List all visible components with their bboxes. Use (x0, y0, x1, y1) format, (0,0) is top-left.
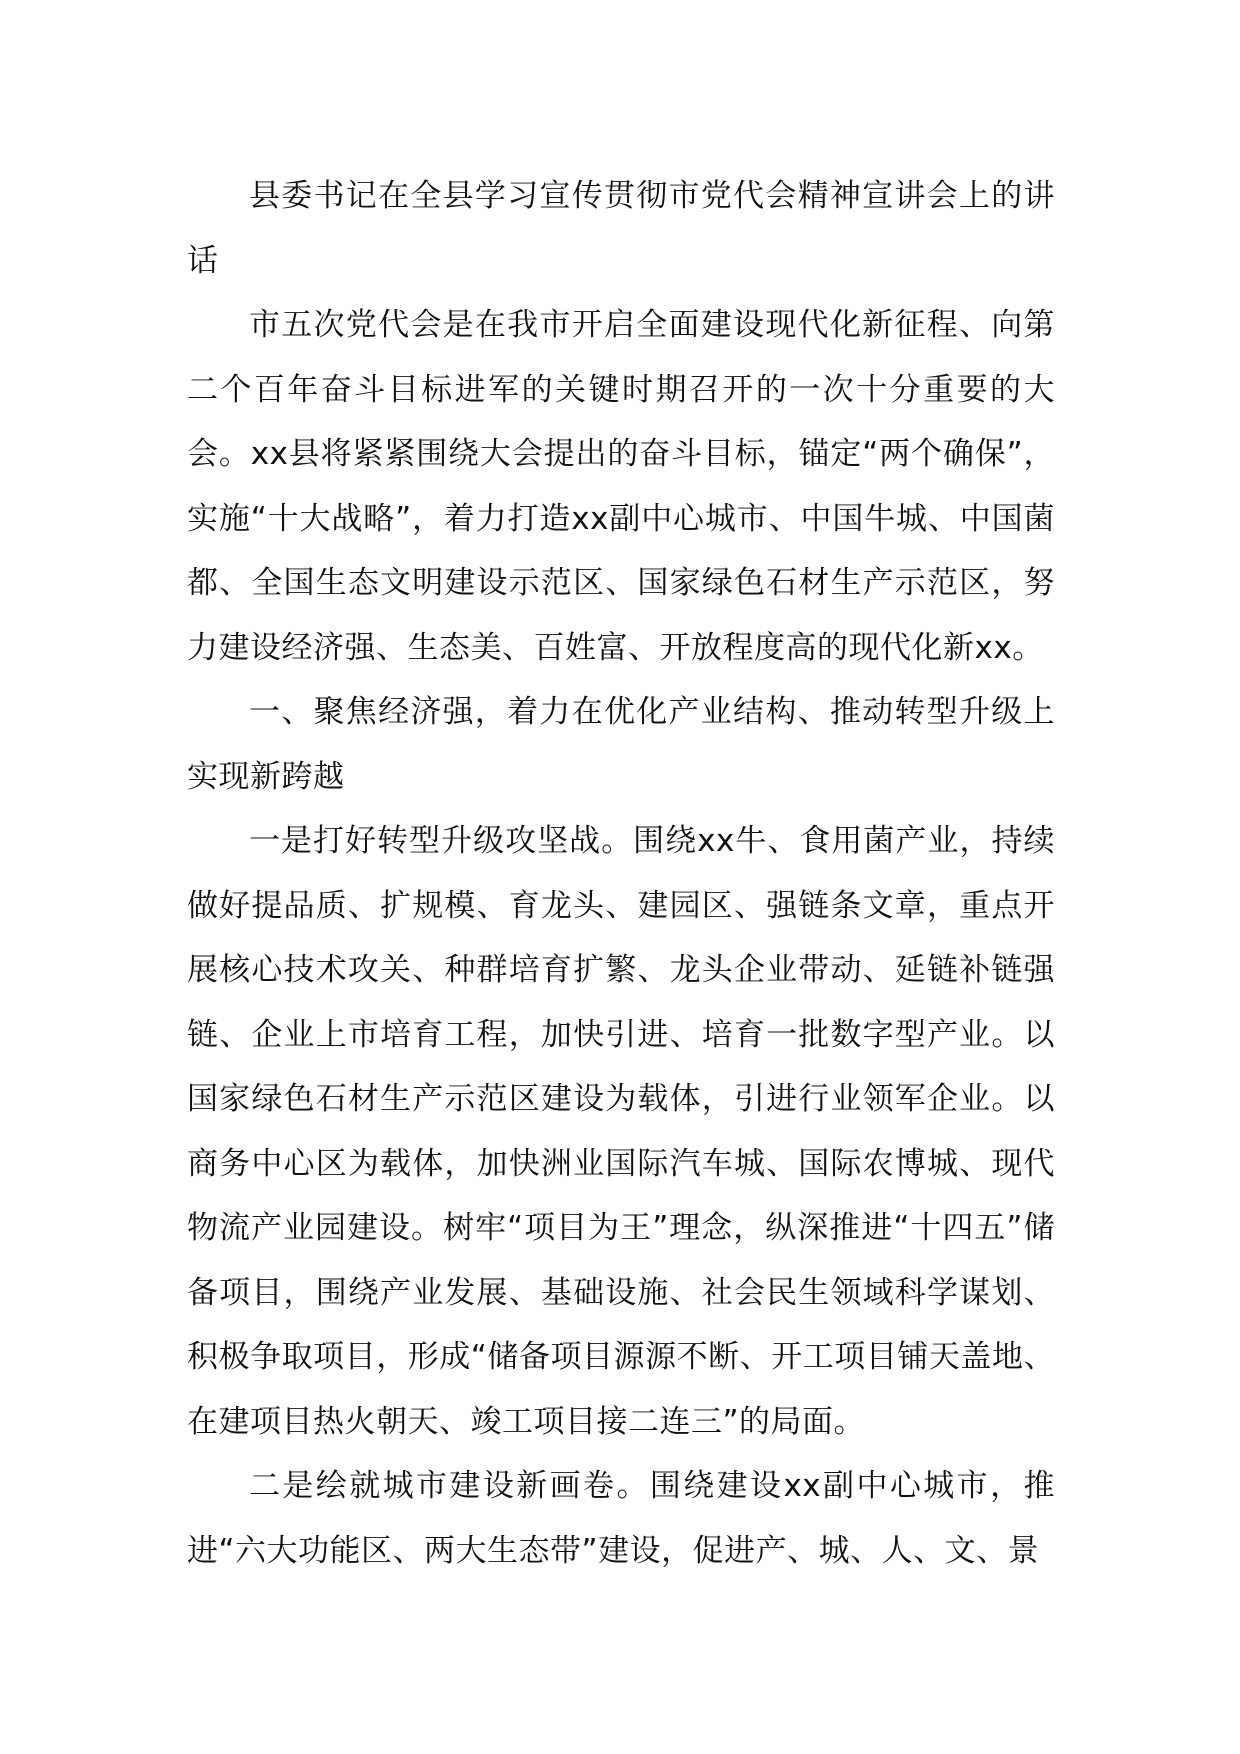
section-heading: 一、聚焦经济强，着力在优化产业结构、推动转型升级上实现新跨越 (187, 694, 1055, 795)
document-title: 县委书记在全县学习宣传贯彻市党代会精神宣讲会上的讲话 (187, 178, 1055, 279)
body-paragraph: 二是绘就城市建设新画卷。围绕建设xx副中心城市，推进“六大功能区、两大生态带”建设，促进产、城、人、文、景 (187, 1468, 1055, 1569)
body-paragraph: 一是打好转型升级攻坚战。围绕xx牛、食用菌产业，持续做好提品质、扩规模、育龙头、建园区、强链条文章，重点开展核心技术攻关、种群培育扩繁、龙头企业带动、延链补链强链、企业上市培育工程，加快引进、培育一批数字型产业。以国家绿色石材生产示范区建设为载体，引进行业领军企业。以商务中心区为载体，加快洲业国际汽车城、国际农博城、现代物流产业园建设。树牢“项目为王”理念，纵深推进“十四五”储备项目，围绕产业发展、基础设施、社会民生领域科学谋划、积极争取项目，形成“储备项目源源不断、开工项目铺天盖地、在建项目热火朝天、竣工项目接二连三”的局面。 (187, 823, 1055, 1440)
document-body (187, 164, 1055, 1583)
intro-paragraph: 市五次党代会是在我市开启全面建设现代化新征程、向第二个百年奋斗目标进军的关键时期召开的一次十分重要的大会。xx县将紧紧围绕大会提出的奋斗目标，锚定“两个确保”，实施“十大战略”，着力打造xx副中心城市、中国牛城、中国菌都、全国生态文明建设示范区、国家绿色石材生产示范区，努力建设经济强、生态美、百姓富、开放程度高的现代化新xx。 (187, 307, 1055, 666)
